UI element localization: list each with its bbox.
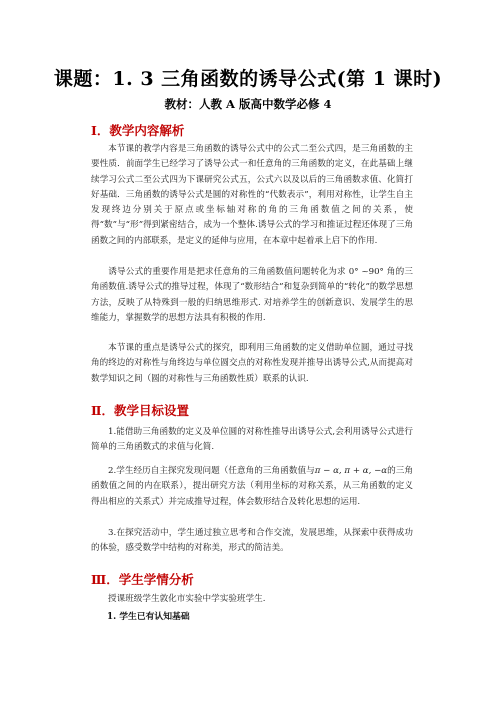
goal-text: 的三角函数值之间的内在联系），提出研究方法（利用坐标的对称关系，从三角函数的定义得出相应的关系式）并完成推导过程，体会数形结合及转化思想的运用. (91, 466, 413, 507)
paragraph-text: 诱导公式的重要作用是把求任意角的三角函数值问题转化为求 0° ~90° 角的三角函数值.诱导公式的推导过程，体现了“数形结合”和复杂到简单的“转化”的数学思想方法，反映了从特殊到一般的归纳思维形式. 对培养学生的创新意识、发展学生的思维能力，掌握数学的思想方法具有积极的作用. (91, 267, 413, 323)
paragraph-key-point (91, 341, 413, 387)
paragraph-text: 本节课的重点是诱导公式的探究，即利用三角函数的定义借助单位圆，通过寻找角的终边的对称性与角终边与单位圆交点的对称性发现并推导出诱导公式,从而提高对数学知识之间（圆的对称性与三角函数性质）联系的认识. (91, 343, 413, 384)
section-heading-students: Ⅲ．学生学情分析 (91, 572, 194, 587)
goal-item-1 (91, 425, 413, 456)
section-heading-goals: Ⅱ．教学目标设置 (91, 403, 190, 418)
goal-text: 3.在探究活动中，学生通过独立思考和合作交流，发展思维，从探索中获得成功的体验，感受数学中结构的对称美，形式的简洁美。 (91, 528, 413, 554)
subheading-prior-knowledge: 1. 学生已有认知基础 (107, 612, 190, 622)
goal-item-3 (91, 526, 413, 557)
paragraph-text: 本节课的教学内容是三角函数的诱导公式中的公式二至公式四，是三角函数的主要性质．前面学生已经学习了诱导公式一和任意角的三角函数的定义，在此基础上继续学习公式二至公式四为下课研究公式五，公式六以及以后的三角函数求值、化简打好基础．三角函数的诱导公式是圆的对称性的“代数表示”，利用对称性，让学生自主发现终边分别关于原点或坐标轴对称的角的三角函数值之间的关系，使得“数”与“形”得到紧密结合，成为一个整体.诱导公式的学习和推证过程还体现了三角函数之间的内部联系，是定义的延伸与应用，在本章中起着承上启下的作用. (91, 144, 413, 246)
goal-item-2 (91, 464, 413, 510)
section-heading-content: Ⅰ．教学内容解析 (91, 123, 185, 138)
paragraph-formula-importance (91, 265, 413, 326)
page-title: 课题：1. 3 三角函数的诱导公式(第 1 课时) (53, 68, 443, 90)
angle-formula: π − α, π + α, −α (314, 466, 388, 476)
paragraph-text: 授课班级学生敦化市实验中学实验班学生. (108, 594, 266, 604)
paragraph-content-analysis (91, 142, 413, 249)
goal-text: 2.学生经历自主探究发现问题（任意角的三角函数值与 (108, 466, 315, 476)
goal-text: 1.能借助三角函数的定义及单位圆的对称性推导出诱导公式,会利用诱导公式进行简单的三角函数式的求值与化简. (91, 427, 413, 453)
paragraph-class-info (91, 592, 413, 607)
textbook-subtitle: 教材：人教 A 版高中数学必修 4 (164, 97, 332, 111)
